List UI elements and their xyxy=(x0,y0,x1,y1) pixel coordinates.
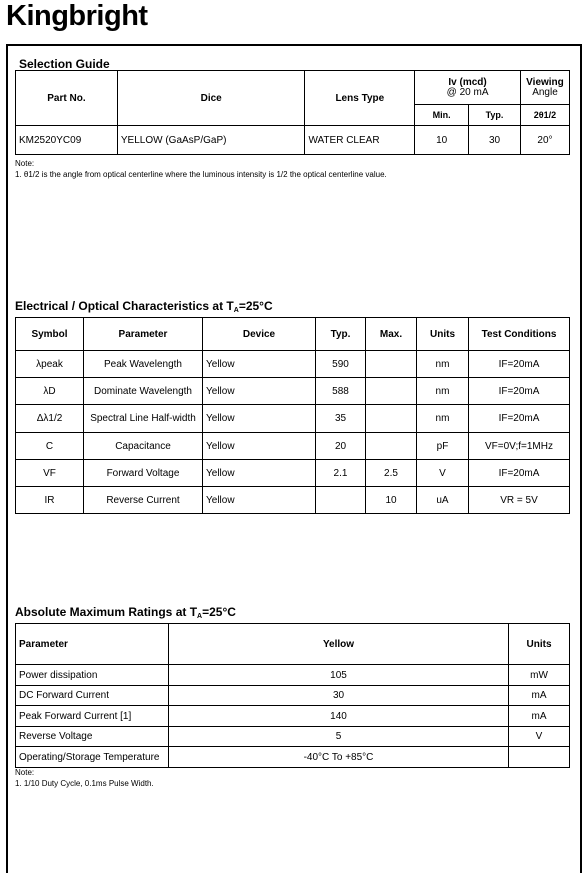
cell-parameter: Peak Wavelength xyxy=(84,351,203,378)
absolute-title-end: =25°C xyxy=(202,605,236,619)
cell-condition: IF=20mA xyxy=(469,378,570,405)
electrical-table xyxy=(15,317,570,514)
cell-condition: IF=20mA xyxy=(469,405,570,433)
cell-condition: VF=0V;f=1MHz xyxy=(469,433,570,460)
cell-units: uA xyxy=(417,487,469,514)
header-test-conditions: Test Conditions xyxy=(469,318,570,351)
cell-value: 105 xyxy=(169,665,509,686)
cell-value: 30 xyxy=(169,686,509,706)
cell-parameter: Forward Voltage xyxy=(84,460,203,487)
cell-units: nm xyxy=(417,351,469,378)
absolute-table xyxy=(15,623,570,768)
header-device: Device xyxy=(203,318,316,351)
cell-parameter: Operating/Storage Temperature xyxy=(16,747,169,768)
cell-max: 10 xyxy=(366,487,417,514)
cell-symbol: C xyxy=(16,433,84,460)
selection-note-text: 1. θ1/2 is the angle from optical centerline where the luminous intensity is 1/2 the optical centerline value. xyxy=(15,170,387,179)
header-viewing-main: Viewing xyxy=(526,76,564,88)
absolute-title-main: Absolute Maximum Ratings at T xyxy=(15,605,198,619)
absolute-note-title: Note: xyxy=(15,768,35,777)
header-viewing xyxy=(520,71,569,105)
table-row xyxy=(16,405,570,433)
cell-parameter: Reverse Voltage xyxy=(16,727,169,747)
header-iv xyxy=(415,71,521,105)
table-row xyxy=(16,460,570,487)
header-iv-sub: @ 20 mA xyxy=(446,86,489,98)
cell-max xyxy=(366,405,417,433)
cell-value: 5 xyxy=(169,727,509,747)
cell-symbol: λD xyxy=(16,378,84,405)
cell-symbol: VF xyxy=(16,460,84,487)
cell-typ xyxy=(316,487,366,514)
header-viewing-sub: Angle xyxy=(532,86,558,98)
table-row xyxy=(16,686,570,706)
cell-max xyxy=(366,433,417,460)
cell-typ: 588 xyxy=(316,378,366,405)
header-dice: Dice xyxy=(117,71,305,126)
absolute-title-sub: A xyxy=(197,613,203,620)
table-row xyxy=(16,727,570,747)
cell-parameter: Spectral Line Half-width xyxy=(84,405,203,433)
cell-units: mA xyxy=(509,706,570,727)
cell-units: nm xyxy=(417,378,469,405)
table-row xyxy=(16,706,570,727)
cell-value: -40°C To +85°C xyxy=(169,747,509,768)
header-parameter: Parameter xyxy=(16,624,169,665)
table-row xyxy=(16,487,570,514)
header-iv-main: Iv (mcd) xyxy=(448,76,487,88)
cell-typ: 30 xyxy=(469,126,521,155)
cell-units: V xyxy=(509,727,570,747)
cell-parameter: Reverse Current xyxy=(84,487,203,514)
cell-min: 10 xyxy=(415,126,469,155)
cell-max: 2.5 xyxy=(366,460,417,487)
table-row xyxy=(16,433,570,460)
cell-parameter: DC Forward Current xyxy=(16,686,169,706)
cell-condition: IF=20mA xyxy=(469,460,570,487)
cell-typ: 590 xyxy=(316,351,366,378)
cell-typ: 35 xyxy=(316,405,366,433)
header-symbol: Symbol xyxy=(16,318,84,351)
cell-units: nm xyxy=(417,405,469,433)
table-row xyxy=(16,665,570,686)
cell-parameter: Peak Forward Current [1] xyxy=(16,706,169,727)
cell-device: Yellow xyxy=(203,378,316,405)
cell-symbol: Δλ1/2 xyxy=(16,405,84,433)
electrical-title-main: Electrical / Optical Characteristics at T xyxy=(15,299,234,313)
table-row xyxy=(16,126,570,155)
cell-typ: 2.1 xyxy=(316,460,366,487)
header-min: Min. xyxy=(415,105,469,126)
absolute-note-text: 1. 1/10 Duty Cycle, 0.1ms Pulse Width. xyxy=(15,779,154,788)
cell-units: mW xyxy=(509,665,570,686)
cell-device: Yellow xyxy=(203,351,316,378)
cell-units: mA xyxy=(509,686,570,706)
cell-parameter: Capacitance xyxy=(84,433,203,460)
table-row xyxy=(16,351,570,378)
absolute-title xyxy=(15,605,236,619)
cell-dice: YELLOW (GaAsP/GaP) xyxy=(117,126,305,155)
cell-device: Yellow xyxy=(203,460,316,487)
electrical-title-sub: A xyxy=(233,307,239,314)
header-yellow: Yellow xyxy=(169,624,509,665)
cell-units: pF xyxy=(417,433,469,460)
cell-symbol: λpeak xyxy=(16,351,84,378)
cell-device: Yellow xyxy=(203,405,316,433)
brand-logo: Kingbright xyxy=(6,0,148,32)
cell-device: Yellow xyxy=(203,433,316,460)
header-theta: 2θ1/2 xyxy=(520,105,569,126)
cell-units: V xyxy=(417,460,469,487)
cell-max xyxy=(366,378,417,405)
electrical-title-end: =25°C xyxy=(238,299,273,313)
cell-condition: IF=20mA xyxy=(469,351,570,378)
cell-max xyxy=(366,351,417,378)
cell-units xyxy=(509,747,570,768)
header-max: Max. xyxy=(366,318,417,351)
cell-condition: VR = 5V xyxy=(469,487,570,514)
cell-value: 140 xyxy=(169,706,509,727)
selection-guide-title: Selection Guide xyxy=(19,57,110,71)
selection-guide-table xyxy=(15,70,570,155)
cell-part-no: KM2520YC09 xyxy=(16,126,118,155)
cell-parameter: Dominate Wavelength xyxy=(84,378,203,405)
cell-parameter: Power dissipation xyxy=(16,665,169,686)
header-parameter: Parameter xyxy=(84,318,203,351)
header-typ: Typ. xyxy=(469,105,521,126)
cell-typ: 20 xyxy=(316,433,366,460)
cell-symbol: IR xyxy=(16,487,84,514)
cell-angle: 20° xyxy=(520,126,569,155)
header-part-no: Part No. xyxy=(16,71,118,126)
table-row xyxy=(16,378,570,405)
table-row xyxy=(16,747,570,768)
electrical-title xyxy=(15,299,273,313)
header-lens-type: Lens Type xyxy=(305,71,415,126)
cell-device: Yellow xyxy=(203,487,316,514)
header-typ: Typ. xyxy=(316,318,366,351)
header-units: Units xyxy=(417,318,469,351)
selection-note-title: Note: xyxy=(15,159,35,168)
cell-lens-type: WATER CLEAR xyxy=(305,126,415,155)
header-units: Units xyxy=(509,624,570,665)
